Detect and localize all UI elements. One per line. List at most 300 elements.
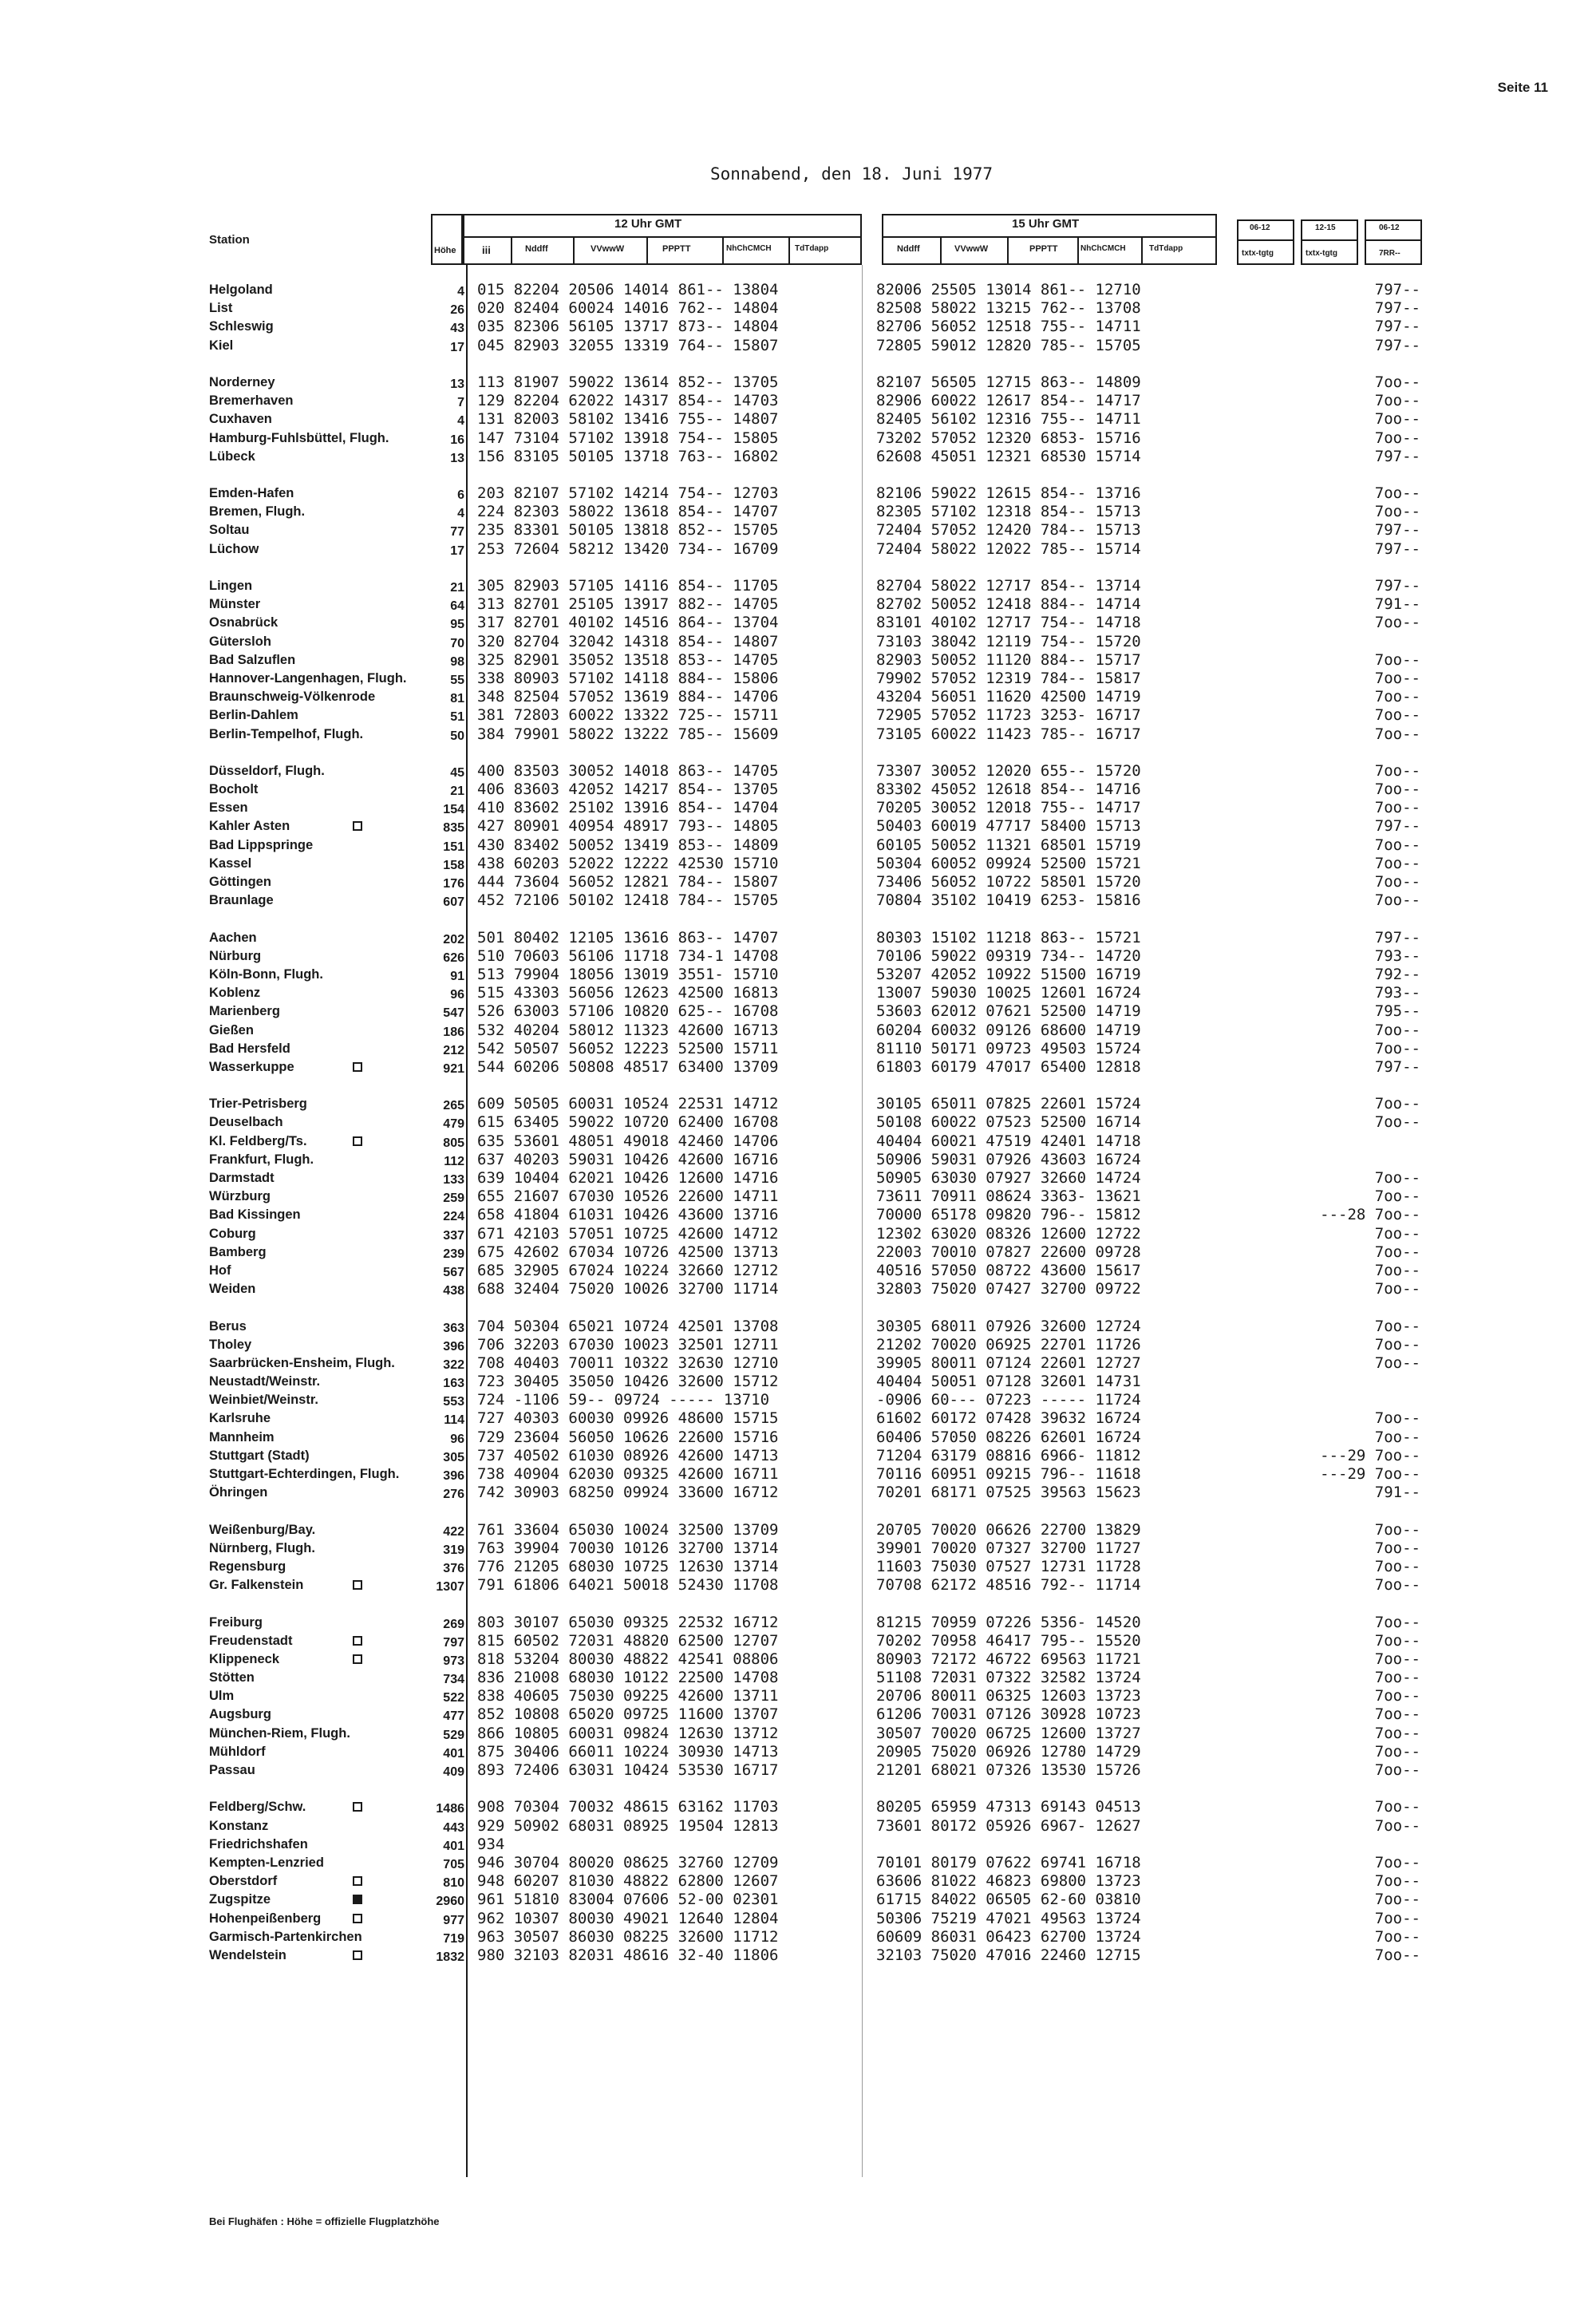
station-name-text: Berlin-Tempelhof, Flugh. <box>209 726 364 741</box>
station-height <box>405 1872 464 1891</box>
station-height-text: 547 <box>443 1006 464 1021</box>
obs-15-value <box>876 1632 1291 1650</box>
obs-15-value-text: 51108 72031 07322 32582 13724 <box>876 1669 1141 1687</box>
obs-12-value-text: 671 42103 57051 10725 42600 14712 <box>477 1224 779 1243</box>
station-height-text: 51 <box>450 710 464 725</box>
station-name-text: Regensburg <box>209 1559 286 1574</box>
obs-15-value-text: 73611 70911 08624 3363- 13621 <box>876 1188 1141 1206</box>
obs-12-value <box>477 855 860 873</box>
station-name-text: Köln-Bonn, Flugh. <box>209 966 323 982</box>
station-name <box>209 651 425 670</box>
obs-15-value-text: 82106 59022 12615 854-- 13716 <box>876 484 1141 503</box>
obs-15-value <box>876 1798 1291 1816</box>
obs-12-value <box>477 1576 860 1595</box>
obs-15-value <box>876 577 1291 595</box>
obs-15-value-text: 72404 57052 12420 784-- 15713 <box>876 521 1141 539</box>
station-height <box>405 1761 464 1780</box>
station-height-text: 26 <box>450 303 464 318</box>
rr-value <box>1293 891 1420 910</box>
station-height <box>405 1354 464 1373</box>
header-hoehe-box <box>431 214 463 265</box>
obs-12-value <box>477 1521 860 1539</box>
obs-12-value <box>477 1058 860 1077</box>
station-height <box>405 1798 464 1816</box>
station-name-text: Freiburg <box>209 1614 263 1630</box>
obs-15-value-text: 22003 70010 07827 22600 09728 <box>876 1243 1141 1261</box>
obs-12-value <box>477 891 860 910</box>
station-height <box>405 1058 464 1077</box>
station-name <box>209 1002 425 1021</box>
obs-12-value-text: 384 79901 58022 13222 785-- 15609 <box>477 725 779 743</box>
row-spacer <box>209 466 425 484</box>
obs-12-value-text: 542 50507 56052 12223 52500 15711 <box>477 1039 779 1057</box>
rr-value <box>1293 1058 1420 1077</box>
station-height <box>405 281 464 299</box>
obs-12-value <box>477 1558 860 1576</box>
obs-15-value <box>876 1280 1291 1298</box>
header-iii: iii <box>482 244 491 256</box>
station-height <box>405 614 464 632</box>
row-spacer <box>876 559 1291 577</box>
row-spacer <box>1293 1836 1420 1854</box>
date-title: Sonnabend, den 18. Juni 1977 <box>710 164 994 184</box>
station-height <box>405 1113 464 1132</box>
obs-15-value-text: 79902 57052 12319 784-- 15817 <box>876 669 1141 687</box>
station-name <box>209 1243 425 1262</box>
obs-12-value <box>477 1409 860 1428</box>
empty-square-icon <box>353 1802 362 1812</box>
rr-value-text: ---28 7oo-- <box>1320 1206 1420 1224</box>
rr-value <box>1293 1409 1420 1428</box>
row-spacer <box>1293 1298 1420 1317</box>
row-spacer <box>1293 744 1420 762</box>
station-height <box>405 633 464 651</box>
rr-value-text: 791-- <box>1374 595 1420 614</box>
obs-12-value-text: 045 82903 32055 13319 764-- 15807 <box>477 336 779 354</box>
obs-12-value <box>477 1669 860 1687</box>
obs-12-value-text: 515 43303 56056 12623 42500 16813 <box>477 984 779 1002</box>
station-height <box>405 337 464 355</box>
obs-15-value <box>876 1447 1291 1465</box>
row-spacer <box>477 1780 860 1798</box>
rr-value <box>1293 1429 1420 1447</box>
rr-value-text: 797-- <box>1374 817 1420 836</box>
obs-12-value <box>477 337 860 355</box>
header-12-col4: NhChCMCH <box>726 244 772 253</box>
obs-15-value <box>876 1817 1291 1836</box>
obs-15-value-text: 72805 59012 12820 785-- 15705 <box>876 336 1141 354</box>
station-name <box>209 1336 425 1354</box>
obs-15-value <box>876 448 1291 466</box>
obs-12-value-text: 688 32404 75020 10026 32700 11714 <box>477 1280 779 1298</box>
obs-12-value-text: 224 82303 58022 13618 854-- 14707 <box>477 503 779 521</box>
station-name-text: Emden-Hafen <box>209 486 294 501</box>
obs-15-value <box>876 855 1291 873</box>
rr-value <box>1293 1650 1420 1669</box>
obs-15-value <box>876 1188 1291 1206</box>
row-spacer <box>477 355 860 373</box>
station-height-text: 239 <box>443 1247 464 1261</box>
station-height-text: 17 <box>450 340 464 354</box>
obs-15-value-text: 20905 75020 06926 12780 14729 <box>876 1742 1141 1761</box>
obs-15-value <box>876 1705 1291 1724</box>
station-name <box>209 1484 425 1502</box>
station-height-text: 1486 <box>436 1802 464 1816</box>
station-height-text: 114 <box>444 1413 464 1428</box>
header-c1-bot: txtx-tgtg <box>1242 249 1274 258</box>
station-name-text: Soltau <box>209 523 250 538</box>
station-name <box>209 1743 425 1761</box>
station-name <box>209 1447 425 1465</box>
rr-value <box>1293 984 1420 1002</box>
station-name <box>209 670 425 688</box>
station-height-text: 322 <box>443 1357 464 1372</box>
station-height <box>405 1669 464 1687</box>
obs-15-value-text: 53207 42052 10922 51500 16719 <box>876 965 1141 983</box>
obs-12-value-text: 737 40502 61030 08926 42600 14713 <box>477 1446 779 1464</box>
obs-12-value <box>477 1817 860 1836</box>
obs-12-value-text: 866 10805 60031 09824 12630 13712 <box>477 1724 779 1742</box>
obs-15-value-text: 70101 80179 07622 69741 16718 <box>876 1853 1141 1871</box>
row-spacer <box>405 1298 464 1317</box>
obs-15-value-text: 70106 59022 09319 734-- 14720 <box>876 946 1141 965</box>
obs-12-value-text: 704 50304 65021 10724 42501 13708 <box>477 1317 779 1335</box>
rr-value <box>1293 1188 1420 1206</box>
obs-12-value-text: 452 72106 50102 12418 784-- 15705 <box>477 891 779 910</box>
obs-15-value <box>876 780 1291 799</box>
station-name-text: Bad Hersfeld <box>209 1041 290 1056</box>
obs-15-value-text: 32803 75020 07427 32700 09722 <box>876 1280 1141 1298</box>
obs-12-value-text: 156 83105 50105 13718 763-- 16802 <box>477 447 779 465</box>
station-height <box>405 1280 464 1298</box>
obs-15-value-text: 83302 45052 12618 854-- 14716 <box>876 780 1141 799</box>
obs-15-value-text: 50306 75219 47021 49563 13724 <box>876 1909 1141 1927</box>
station-height-text: 43 <box>450 322 464 336</box>
filled-square-icon <box>353 1895 362 1904</box>
obs-15-value <box>876 373 1291 392</box>
station-height <box>405 1836 464 1854</box>
station-height <box>405 503 464 521</box>
header-15-col5: TdTdapp <box>1149 244 1183 253</box>
obs-15-value <box>876 1409 1291 1428</box>
rr-value-text: 7oo-- <box>1374 1224 1420 1243</box>
obs-12-value-text: 708 40403 70011 10322 32630 12710 <box>477 1354 779 1372</box>
header-15-col3: PPPTT <box>1029 244 1058 254</box>
row-spacer <box>209 1780 425 1798</box>
row-spacer <box>405 1077 464 1095</box>
station-height-text: 626 <box>443 950 464 965</box>
rr-value-text: 7oo-- <box>1374 373 1420 391</box>
obs-12-value-text: 815 60502 72031 48820 62500 12707 <box>477 1631 779 1650</box>
rr-value <box>1293 706 1420 725</box>
rr-value <box>1293 1614 1420 1632</box>
row-spacer <box>405 1780 464 1798</box>
obs-12-value <box>477 1539 860 1558</box>
rr-value <box>1293 521 1420 539</box>
station-height-text: 16 <box>450 433 464 447</box>
station-height <box>405 429 464 448</box>
obs-12-value-text: 438 60203 52022 12222 42530 15710 <box>477 854 779 872</box>
row-spacer <box>1293 1391 1420 1409</box>
obs-12-value <box>477 1798 860 1816</box>
obs-12-value-text: 948 60207 81030 48822 62800 12607 <box>477 1872 779 1891</box>
obs-12-value-text: 875 30406 66011 10224 30930 14713 <box>477 1742 779 1761</box>
obs-15-value-text: 39905 80011 07124 22601 12727 <box>876 1354 1141 1372</box>
station-height <box>405 855 464 873</box>
station-height-text: 13 <box>450 451 464 465</box>
row-spacer <box>876 1502 1291 1520</box>
station-height <box>405 891 464 910</box>
station-name <box>209 836 425 855</box>
station-name <box>209 503 425 521</box>
rr-value-text: 7oo-- <box>1374 1188 1420 1206</box>
obs-12-value-text: 129 82204 62022 14317 854-- 14703 <box>477 392 779 410</box>
station-name-text: Coburg <box>209 1226 256 1241</box>
station-name <box>209 429 425 448</box>
row-spacer <box>876 1298 1291 1317</box>
obs-12-value-text: 961 51810 83004 07606 52-00 02301 <box>477 1891 779 1909</box>
obs-15-value <box>876 1206 1291 1224</box>
row-spacer <box>405 1502 464 1520</box>
obs-12-value-text: 510 70603 56106 11718 734-1 14708 <box>477 946 779 965</box>
obs-15-value-text: 61602 60172 07428 39632 16724 <box>876 1409 1141 1428</box>
obs-12-value-text: 410 83602 25102 13916 854-- 14704 <box>477 799 779 817</box>
obs-12-value-text: 348 82504 57052 13619 884-- 14706 <box>477 688 779 706</box>
obs-15-value-text: 60105 50052 11321 68501 15719 <box>876 836 1141 854</box>
obs-15-value-text: 83101 40102 12717 754-- 14718 <box>876 614 1141 632</box>
row-spacer <box>405 910 464 928</box>
row-spacer <box>209 1077 425 1095</box>
station-name-text: Göttingen <box>209 875 271 889</box>
obs-12-value <box>477 318 860 336</box>
obs-12-value-text: 803 30107 65030 09325 22532 16712 <box>477 1613 779 1631</box>
station-height <box>405 1151 464 1169</box>
station-name-text: Berlin-Dahlem <box>209 708 298 723</box>
station-name <box>209 984 425 1002</box>
obs-15-value-text: 70116 60951 09215 796-- 11618 <box>876 1465 1141 1483</box>
obs-12-value <box>477 1725 860 1743</box>
row-spacer <box>477 744 860 762</box>
rr-value-text: ---29 7oo-- <box>1320 1446 1420 1464</box>
station-name-text: Osnabrück <box>209 615 279 630</box>
station-height-text: 96 <box>450 1432 464 1446</box>
obs-12-value <box>477 929 860 947</box>
station-name <box>209 947 425 966</box>
rr-value-text: 7oo-- <box>1374 780 1420 799</box>
rr-value <box>1293 484 1420 503</box>
station-height-text: 163 <box>443 1377 464 1391</box>
station-name <box>209 1891 425 1909</box>
header-15-divider <box>882 236 1217 238</box>
rr-value <box>1293 318 1420 336</box>
rr-value-text: 7oo-- <box>1374 854 1420 872</box>
obs-12-value-text: 791 61806 64021 50018 52430 11708 <box>477 1576 779 1595</box>
obs-12-value <box>477 577 860 595</box>
station-name-text: Schleswig <box>209 319 274 334</box>
header-12-divider <box>463 236 862 238</box>
rr-value-text: 7oo-- <box>1374 1243 1420 1261</box>
obs-15-value-text: 60204 60032 09126 68600 14719 <box>876 1021 1141 1039</box>
rr-value-text: 7oo-- <box>1374 1354 1420 1372</box>
station-name-text: Hof <box>209 1263 231 1278</box>
obs-15-value <box>876 984 1291 1002</box>
station-name <box>209 392 425 410</box>
station-height <box>405 1705 464 1724</box>
station-height <box>405 836 464 855</box>
rr-value <box>1293 1465 1420 1484</box>
obs-15-value <box>876 614 1291 632</box>
station-height-text: 810 <box>443 1876 464 1891</box>
station-height <box>405 1484 464 1502</box>
obs-12-value <box>477 1743 860 1761</box>
station-name-text: Wasserkuppe <box>209 1059 294 1074</box>
rr-value-text: 7oo-- <box>1374 836 1420 854</box>
obs-12-value-text: 658 41804 61031 10426 43600 13716 <box>477 1206 779 1224</box>
row-spacer <box>477 910 860 928</box>
station-height-text: 4 <box>457 507 464 521</box>
header-12-sep <box>646 236 648 265</box>
obs-15-value-text: 72404 58022 12022 785-- 15714 <box>876 539 1141 558</box>
station-height <box>405 1409 464 1428</box>
obs-15-value-text: 21201 68021 07326 13530 15726 <box>876 1761 1141 1779</box>
rr-value-text: 7oo-- <box>1374 1021 1420 1039</box>
header-c3-bot: 7RR-- <box>1379 249 1400 258</box>
station-height <box>405 1318 464 1336</box>
station-name-text: Weißenburg/Bay. <box>209 1522 316 1537</box>
station-name-text: Weiden <box>209 1282 256 1297</box>
rr-value <box>1293 725 1420 744</box>
station-name-text: München-Riem, Flugh. <box>209 1725 350 1741</box>
obs-12-value <box>477 1040 860 1058</box>
obs-12-value <box>477 1095 860 1113</box>
rr-value-text: 7oo-- <box>1374 1428 1420 1446</box>
obs-15-value-text: 70205 30052 12018 755-- 14717 <box>876 799 1141 817</box>
obs-12-value-text: 893 72406 63031 10424 53530 16717 <box>477 1761 779 1779</box>
station-height <box>405 873 464 891</box>
station-name-text: Stuttgart (Stadt) <box>209 1448 310 1463</box>
obs-15-value-text: 72905 57052 11723 3253- 16717 <box>876 706 1141 725</box>
station-height <box>405 1687 464 1705</box>
obs-15-value <box>876 1854 1291 1872</box>
obs-15-value-text: 70000 65178 09820 796-- 15812 <box>876 1206 1141 1224</box>
rr-value <box>1293 1705 1420 1724</box>
rr-value <box>1293 1336 1420 1354</box>
obs-15-value-text: 40404 60021 47519 42401 14718 <box>876 1132 1141 1150</box>
station-name <box>209 521 425 539</box>
station-name-text: Mühldorf <box>209 1744 266 1759</box>
rr-value-text: 7oo-- <box>1374 614 1420 632</box>
station-height-text: 567 <box>443 1265 464 1279</box>
station-name <box>209 855 425 873</box>
rr-value <box>1293 1206 1420 1224</box>
obs-15-value-text: 20706 80011 06325 12603 13723 <box>876 1687 1141 1705</box>
obs-12-value <box>477 410 860 429</box>
obs-15-value <box>876 1040 1291 1058</box>
row-spacer <box>876 744 1291 762</box>
station-height-text: 4 <box>457 414 464 429</box>
station-height-text: 224 <box>443 1210 464 1224</box>
rr-value <box>1293 1798 1420 1816</box>
empty-square-icon <box>353 821 362 831</box>
obs-15-value <box>876 1761 1291 1780</box>
station-name <box>209 1391 425 1409</box>
rr-value-text: 7oo-- <box>1374 1169 1420 1187</box>
station-height <box>405 1225 464 1243</box>
station-name <box>209 688 425 706</box>
rr-value-text: 797-- <box>1374 336 1420 354</box>
obs-12-value-text: 761 33604 65030 10024 32500 13709 <box>477 1520 779 1539</box>
station-height-text: 50 <box>450 729 464 743</box>
station-name-text: Tholey <box>209 1337 252 1352</box>
obs-12-value-text: 020 82404 60024 14016 762-- 14804 <box>477 299 779 318</box>
obs-15-value <box>876 1113 1291 1132</box>
empty-square-icon <box>353 1876 362 1886</box>
station-name-text: Gütersloh <box>209 634 271 649</box>
obs-15-value <box>876 966 1291 984</box>
obs-12-value-text: 317 82701 40102 14516 864-- 13704 <box>477 614 779 632</box>
station-name <box>209 1761 425 1780</box>
station-name-text: Passau <box>209 1763 255 1777</box>
rr-value-text: 7oo-- <box>1374 1927 1420 1946</box>
station-name <box>209 706 425 725</box>
station-name <box>209 1705 425 1724</box>
station-name <box>209 1169 425 1188</box>
obs-15-value-text: 30507 70020 06725 12600 13727 <box>876 1724 1141 1742</box>
obs-12-value <box>477 1705 860 1724</box>
rr-value-text: 792-- <box>1374 965 1420 983</box>
station-name <box>209 595 425 614</box>
rr-value-text: 7oo-- <box>1374 503 1420 521</box>
station-height <box>405 299 464 318</box>
obs-12-value-text: 838 40605 75030 09225 42600 13711 <box>477 1687 779 1705</box>
station-height <box>405 1095 464 1113</box>
obs-15-value-text: 70804 35102 10419 6253- 15816 <box>876 891 1141 910</box>
rr-value-text: 797-- <box>1374 318 1420 336</box>
obs-12-value-text: 427 80901 40954 48917 793-- 14805 <box>477 817 779 836</box>
rr-value-text: 7oo-- <box>1374 1816 1420 1835</box>
station-name <box>209 1854 425 1872</box>
station-name <box>209 1725 425 1743</box>
obs-12-value <box>477 373 860 392</box>
row-spacer <box>477 1595 860 1613</box>
station-name <box>209 1095 425 1113</box>
obs-12-value-text: 615 63405 59022 10720 62400 16708 <box>477 1113 779 1132</box>
rr-value <box>1293 577 1420 595</box>
rr-value-text: 7oo-- <box>1374 1946 1420 1964</box>
rr-value <box>1293 410 1420 429</box>
header-c2-bot: txtx-tgtg <box>1306 249 1337 258</box>
obs-12-value <box>477 281 860 299</box>
row-spacer <box>1293 633 1420 651</box>
station-height <box>405 1132 464 1151</box>
obs-12-value <box>477 484 860 503</box>
obs-12-value-text: 430 83402 50052 13419 853-- 14809 <box>477 836 779 854</box>
station-height-text: 396 <box>443 1339 464 1354</box>
rr-value-text: 7oo-- <box>1374 1891 1420 1909</box>
obs-15-value-text: 82508 58022 13215 762-- 13708 <box>876 299 1141 318</box>
obs-15-value <box>876 1354 1291 1373</box>
obs-12-value <box>477 448 860 466</box>
station-height <box>405 947 464 966</box>
obs-15-value-text: 82405 56102 12316 755-- 14711 <box>876 410 1141 429</box>
obs-12-value <box>477 1225 860 1243</box>
obs-15-value-text: 82702 50052 12418 884-- 14714 <box>876 595 1141 614</box>
rr-value <box>1293 1002 1420 1021</box>
station-name <box>209 873 425 891</box>
obs-15-value-text: 80903 72172 46722 69563 11721 <box>876 1650 1141 1668</box>
empty-square-icon <box>353 1136 362 1146</box>
obs-12-value-text: 946 30704 80020 08625 32760 12709 <box>477 1853 779 1871</box>
